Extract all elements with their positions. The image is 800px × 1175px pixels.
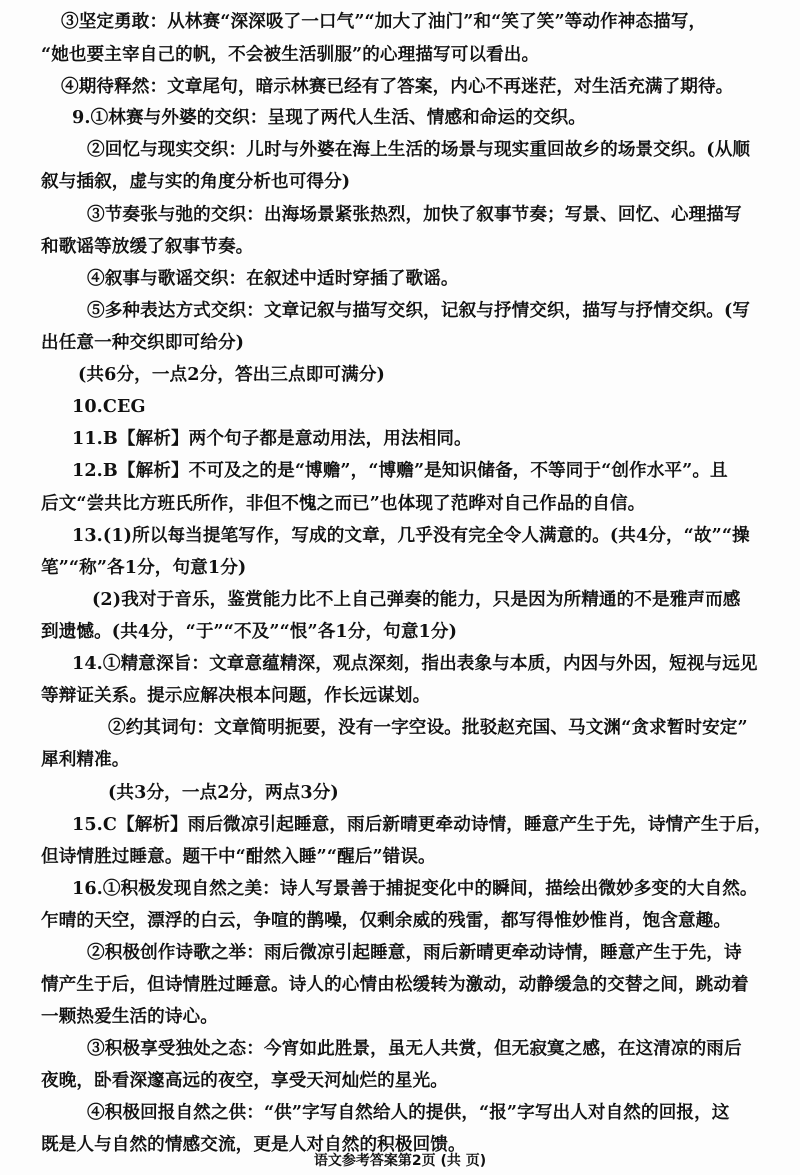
text-line: 乍晴的天空，漂浮的白云，争喧的鹊噪，仅剩余威的残雷，都写得惟妙惟肖，饱含意趣。 bbox=[41, 910, 732, 931]
text-line: ④叙事与歌谣交织：在叙述中适时穿插了歌谣。 bbox=[87, 268, 459, 289]
text-line: 13.(1)所以每当提笔写作，写成的文章，几乎没有完全令人满意的。(共4分，“故”“操 bbox=[72, 525, 750, 546]
text-line: (2)我对于音乐，鉴赏能力比不上自己弹奏的能力，只是因为所精通的不是雅声而感 bbox=[92, 589, 741, 610]
text-line: (共3分，一点2分，两点3分) bbox=[108, 782, 339, 803]
text-line: 夜晚，卧看深邃高远的夜空，享受天河灿烂的星光。 bbox=[41, 1070, 448, 1091]
text-line: (共6分，一点2分，答出三点即可满分) bbox=[78, 364, 385, 385]
text-line: ②积极创作诗歌之举：雨后微凉引起睡意，雨后新晴更牵动诗情，睡意产生于先，诗 bbox=[87, 942, 742, 963]
text-line: 11.B【解析】两个句子都是意动用法，用法相同。 bbox=[72, 428, 472, 449]
text-line: 情产生于后，但诗情胜过睡意。诗人的心情由松缓转为激动，动静缓急的交替之间，跳动着 bbox=[41, 974, 749, 995]
text-line: 叙与插叙，虚与实的角度分析也可得分) bbox=[41, 171, 351, 192]
text-line: 16.①积极发现自然之美：诗人写景善于捕捉变化中的瞬间，描绘出微妙多变的大自然。 bbox=[72, 878, 758, 899]
text-line: 10.CEG bbox=[72, 396, 146, 417]
text-line: ②回忆与现实交织：儿时与外婆在海上生活的场景与现实重回故乡的场景交织。(从顺 bbox=[87, 139, 751, 160]
text-line: 后文“尝共比方班氏所作，非但不愧之而已”也体现了范晔对自己作品的自信。 bbox=[41, 493, 646, 514]
text-line: 等辩证关系。提示应解决根本问题，作长远谋划。 bbox=[41, 685, 431, 706]
text-line: 15.C【解析】雨后微凉引起睡意，雨后新晴更牵动诗情，睡意产生于先，诗情产生于后， bbox=[72, 814, 772, 835]
text-line: 既是人与自然的情感交流，更是人对自然的积极回馈。 bbox=[41, 1134, 466, 1155]
text-line: 笔”“称”各1分，句意1分) bbox=[41, 557, 247, 578]
text-line: ⑤多种表达方式交织：文章记叙与描写交织，记叙与抒情交织，描写与抒情交织。(写 bbox=[87, 300, 751, 321]
text-line: 犀利精准。 bbox=[41, 749, 130, 770]
text-line: ②约其词句：文章简明扼要，没有一字空设。批驳赵充国、马文渊“贪求暂时安定” bbox=[108, 717, 748, 738]
text-line: 出任意一种交织即可给分) bbox=[41, 332, 245, 353]
text-line: 12.B【解析】不可及之的是“博赡”，“博赡”是知识储备，不等同于“创作水平”。且 bbox=[72, 460, 728, 481]
text-line: 到遗憾。(共4分，“于”“不及”“恨”各1分，句意1分) bbox=[41, 621, 457, 642]
text-line: ③坚定勇敢：从林赛“深深吸了一口气”“加大了油门”和“笑了笑”等动作神态描写， bbox=[61, 11, 707, 32]
text-line: 14.①精意深旨：文章意蕴精深，观点深刻，指出表象与本质，内因与外因，短视与远见 bbox=[72, 653, 758, 674]
text-line: ④积极回报自然之供：“供”字写自然给人的提供，“报”字写出人对自然的回报，这 bbox=[87, 1102, 730, 1123]
text-line: 一颗热爱生活的诗心。 bbox=[41, 1006, 218, 1027]
text-line: ④期待释然：文章尾句，暗示林赛已经有了答案，内心不再迷茫，对生活充满了期待。 bbox=[61, 76, 734, 97]
text-line: “她也要主宰自己的帆，不会被生活驯服”的心理描写可以看出。 bbox=[41, 44, 540, 65]
text-line: 9.①林赛与外婆的交织：呈现了两代人生活、情感和命运的交织。 bbox=[72, 107, 586, 128]
text-line: 和歌谣等放缓了叙事节奏。 bbox=[41, 236, 254, 257]
text-line: 但诗情胜过睡意。题干中“酣然入睡”“醒后”错误。 bbox=[41, 846, 436, 867]
text-line: ③积极享受独处之态：今宵如此胜景，虽无人共赏，但无寂寞之感，在这清凉的雨后 bbox=[87, 1038, 742, 1059]
page-footer: 语文参考答案第2页 (共 页) bbox=[313, 1153, 487, 1169]
text-line: ③节奏张与弛的交织：出海场景紧张热烈，加快了叙事节奏；写景、回忆、心理描写 bbox=[87, 204, 742, 225]
